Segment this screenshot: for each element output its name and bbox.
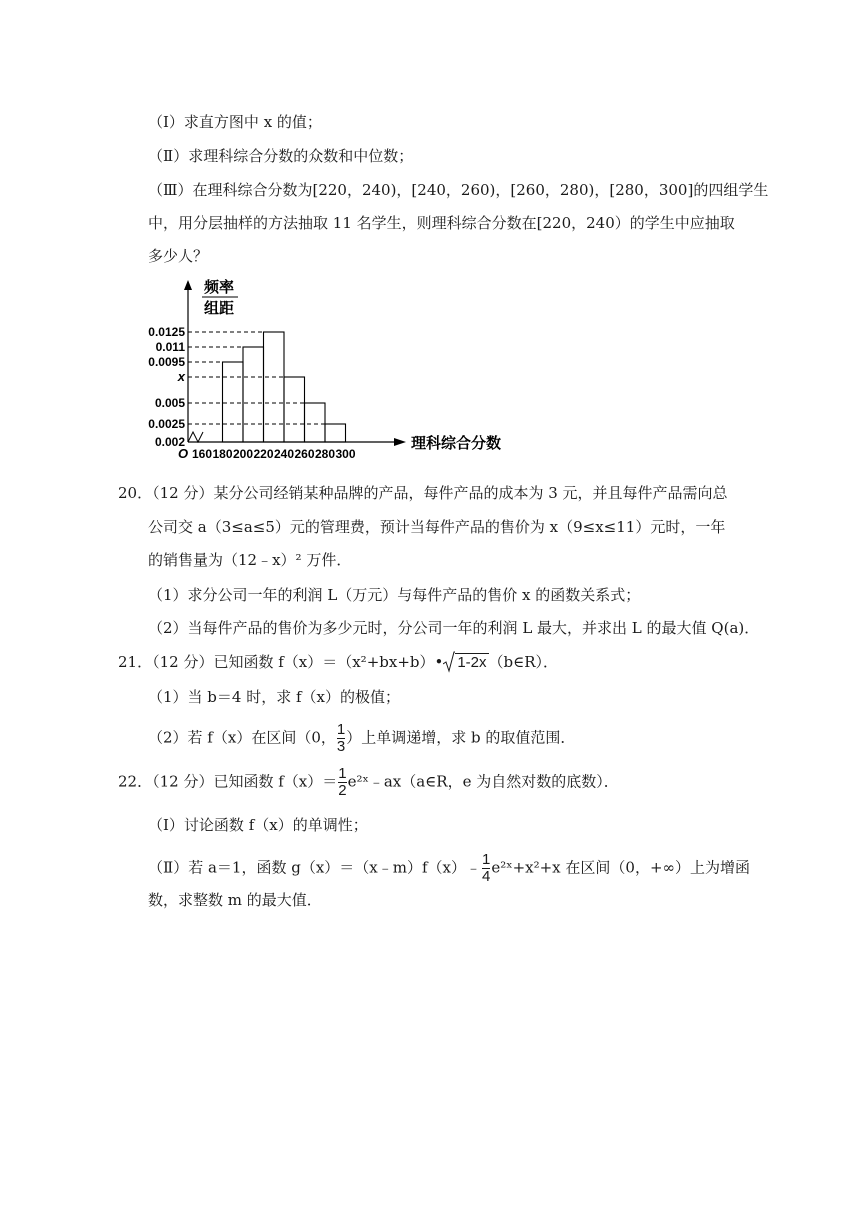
axis-break-icon xyxy=(188,432,203,442)
y-tick-label: 0.002 xyxy=(154,435,185,449)
y-tick-label: 0.011 xyxy=(155,340,185,354)
y-axis-label-bottom: 组距 xyxy=(204,300,235,317)
y-axis-arrow-icon xyxy=(184,280,192,290)
q22-sub2-cont: 数，求整数 m 的最大值． xyxy=(148,891,322,909)
q21-line1-text: 21．（12 分）已知函数 f（x）＝（x²+bx+b）• xyxy=(118,653,444,671)
y-tick-label: 0.0025 xyxy=(148,417,185,431)
histogram-chart xyxy=(148,278,518,470)
q20-sub1: （1）求分公司一年的利润 L（万元）与每件产品的售价 x 的函数关系式； xyxy=(148,586,641,604)
q20-sub2: （2）当每件产品的售价为多少元时，分公司一年的利润 L 最大，并求出 L 的最大值 Q(a)． xyxy=(148,619,760,637)
sqrt-expression xyxy=(443,653,488,673)
q21-sub2-text: （2）若 f（x）在区间（0， xyxy=(148,728,336,747)
fraction-one-quarter xyxy=(482,852,490,885)
q22-sub2-text: （Ⅱ）若 a＝1，函数 g（x）＝（x﹣m）f（x）﹣ xyxy=(148,858,481,877)
y-tick-label: 0.0095 xyxy=(148,355,185,369)
x-tick-label: 300 xyxy=(335,447,356,461)
histogram-bar xyxy=(325,424,346,442)
q22-line1-text: 22．（12 分）已知函数 f（x）＝ xyxy=(118,772,338,791)
q21-line1-tail: （b∈R）． xyxy=(488,653,559,671)
histogram-bar xyxy=(243,347,264,442)
q22-sub2-tail: e²ˣ+x²+x 在区间（0，+∞）上为增函 xyxy=(491,858,751,877)
origin-label: O xyxy=(178,446,189,461)
q22-line1 xyxy=(118,766,619,799)
q21-sub2 xyxy=(148,722,575,755)
q19-part3-line2: 中，用分层抽样的方法抽取 11 名学生，则理科综合分数在[220，240）的学生中应抽取 xyxy=(148,214,735,232)
fraction-denominator: 4 xyxy=(481,868,491,885)
q19-part3-line1: （Ⅲ）在理科综合分数为[220，240)，[240，260)，[260，280)，[280，300]的四组学生 xyxy=(148,181,769,199)
x-axis-arrow-icon xyxy=(394,438,406,446)
q19-part1: （Ⅰ）求直方图中 x 的值； xyxy=(148,113,322,131)
x-tick-label: 220 xyxy=(253,447,274,461)
histogram-bar xyxy=(223,362,244,442)
x-tick-label: 200 xyxy=(232,447,254,461)
fraction-numerator: 1 xyxy=(481,851,491,868)
q20-line2: 公司交 a（3≤a≤5）元的管理费，预计当每件产品的售价为 x（9≤x≤11）元时，一年 xyxy=(148,518,726,536)
fraction-denominator: 3 xyxy=(336,738,346,755)
fraction-one-third xyxy=(337,722,345,755)
y-axis-label-top: 频率 xyxy=(204,279,235,296)
fraction-numerator: 1 xyxy=(338,765,347,782)
q22-sub2 xyxy=(148,852,750,885)
histogram-bar xyxy=(264,332,285,442)
q21-line1 xyxy=(118,652,558,673)
y-tick-label: x xyxy=(177,369,185,384)
x-tick-label: 180 xyxy=(212,447,233,461)
radicand: 1-2x xyxy=(457,654,487,671)
x-tick-label: 240 xyxy=(273,447,295,461)
q21-sub1: （1）当 b＝4 时，求 f（x）的极值； xyxy=(148,688,401,706)
y-tick-label: 0.005 xyxy=(154,396,185,410)
q19-part3-line3: 多少人？ xyxy=(148,247,209,265)
x-tick-label: 260 xyxy=(294,447,315,461)
q22-sub1: （Ⅰ）讨论函数 f（x）的单调性； xyxy=(148,816,368,834)
fraction-denominator: 2 xyxy=(338,782,347,799)
x-tick-label: 280 xyxy=(314,447,336,461)
radical-sign-icon xyxy=(443,651,455,673)
y-tick-label: 0.0125 xyxy=(148,325,185,339)
q20-line1: 20．（12 分）某分公司经销某种品牌的产品，每件产品的成本为 3 元，并且每件产品需向总 xyxy=(118,484,728,502)
q21-sub2-tail: ）上单调递增，求 b 的取值范围． xyxy=(346,728,576,747)
fraction-numerator: 1 xyxy=(336,721,346,738)
histogram-bar xyxy=(305,403,326,442)
q22-line1-tail: e²ˣ﹣ax（a∈R，e 为自然对数的底数）． xyxy=(347,772,619,791)
histogram-bar xyxy=(284,377,305,442)
q19-part2: （Ⅱ）求理科综合分数的众数和中位数； xyxy=(148,147,414,165)
q20-line3: 的销售量为（12﹣x）² 万件． xyxy=(148,551,352,569)
x-axis-label: 理科综合分数 xyxy=(411,435,502,452)
fraction-one-half xyxy=(338,766,346,799)
x-tick-label: 160 xyxy=(191,447,213,461)
